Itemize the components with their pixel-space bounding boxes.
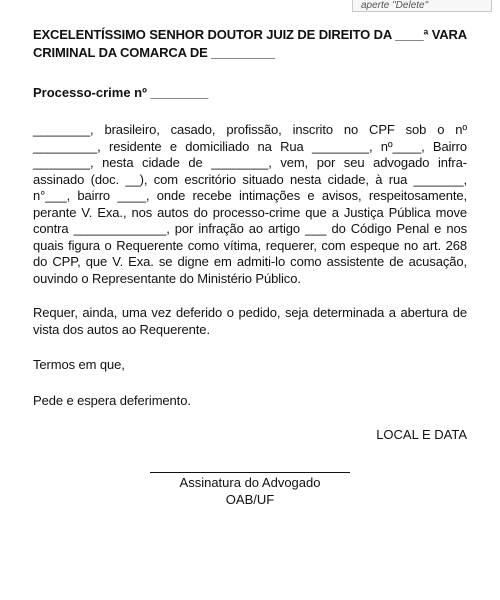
petition-closing-request: Pede e espera deferimento. <box>33 392 191 408</box>
delete-hint-tab: aperte "Delete" <box>352 0 492 12</box>
petition-paragraph-main: ________, brasileiro, casado, profissão, inscrito no CPF sob o nº _________, residente e domiciliado na Rua ________, nº____, Bairro ________, nesta cidade de ________, vem, por seu advogado infra-assinado (doc. __), com escritório situado nesta cidade, à rua _______, n°___, bairro ____, onde recebe intimações e avisos, respeitosamente, perante V. Exa., nos autos do processo-crime que a Justiça Pública move contra _____________, por infração ao artigo ___ do Código Penal e nos quais figura o Requerente como vítima, requerer, com espeque no art. 268 do CPP, que V. Exa. se digne em admiti-lo como assistente de acusação, ouvindo o Representante do Ministério Público. <box>33 122 467 286</box>
signature-oab: OAB/UF <box>225 492 275 507</box>
petition-closing-terms: Termos em que, <box>33 357 125 372</box>
petition-paragraph-request: Requer, ainda, uma vez deferido o pedido, seja determinada a abertura de vista dos autos ao Requerente. <box>33 305 467 337</box>
local-and-date: LOCAL E DATA <box>376 427 467 442</box>
petition-document <box>33 26 467 443</box>
signature-line <box>150 472 350 473</box>
process-number-line: Processo-crime nº ________ <box>33 85 209 100</box>
petition-heading: EXCELENTÍSSIMO SENHOR DOUTOR JUIZ DE DIREITO DA ____ª VARA CRIMINAL DA COMARCA DE _________ <box>33 27 467 60</box>
signature-block <box>150 472 350 508</box>
signature-label: Assinatura do Advogado <box>179 475 321 490</box>
